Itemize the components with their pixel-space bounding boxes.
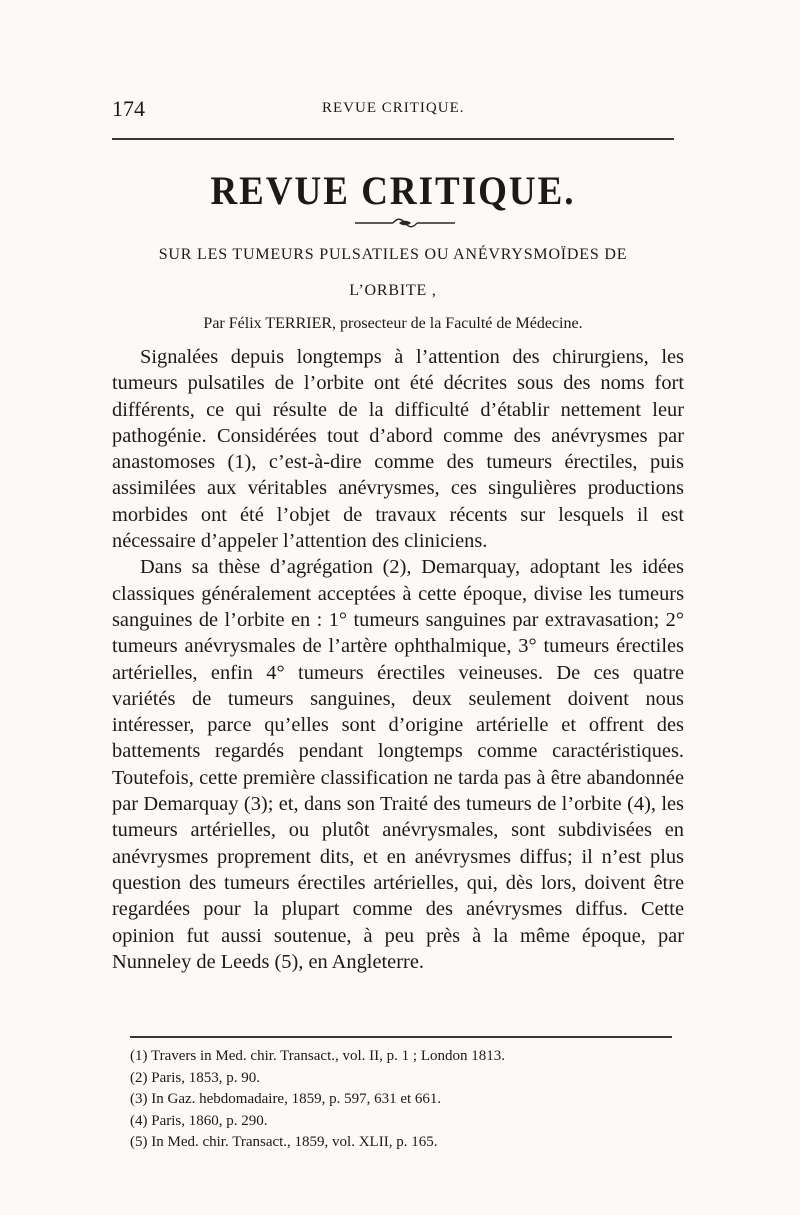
running-title: REVUE CRITIQUE. [322,100,465,116]
article-title-line-1: SUR LES TUMEURS PULSATILES OU ANÉVRYSMOÏDES DE [158,246,628,263]
footnote-2: (2) Paris, 1853, p. 90. [130,1069,260,1086]
header-rule [112,138,674,140]
page-number: 174 [112,96,145,121]
footnote-rule [130,1036,672,1038]
author-byline: Par Félix TERRIER, prosecteur de la Faculté de Médecine. [203,315,583,332]
section-headline: REVUE CRITIQUE. [210,169,576,214]
article-body [112,344,684,975]
footnote-5: (5) In Med. chir. Transact., 1859, vol. XLII, p. 165. [130,1134,438,1151]
paragraph-2: Dans sa thèse d’agrégation (2), Demarquay, adoptant les idées classiques généralement acceptées à cette époque, divise les tumeurs sanguines de l’orbite en : 1° tumeurs sanguines par extravasation; 2° tumeurs anévrysmales de l’artère ophthalmique, 3° tumeurs érectiles artérielles, enfin 4° tumeurs érectiles veineuses. De ces quatre variétés de tumeurs sanguines, deux seulement doivent nous intéresser, parce qu’elles sont d’origine artérielle et offrent des battements regardés pendant longtemps comme caractéristiques. Toutefois, cette première classification ne tarda pas à être abandonnée par Demarquay (3); et, dans son Traité des tumeurs de l’orbite (4), les tumeurs artérielles, ou plutôt anévrysmales, sont subdivisées en anévrysmes proprement dits, et en anévrysmes diffus; il n’est plus question des tumeurs érectiles artérielles, qui, dès lors, doivent être regardées pour la plupart comme des anévrysmes diffus. Cette opinion fut aussi soutenue, à peu près à la même époque, par Nunneley de Leeds (5), en Angleterre. [112,556,684,973]
article-title-line-2: L’ORBITE , [349,282,437,299]
ornament-divider-icon [355,216,455,230]
running-head [112,96,672,124]
footnote-4: (4) Paris, 1860, p. 290. [130,1112,268,1129]
paragraph-1: Signalées depuis longtemps à l’attention des chirurgiens, les tumeurs pulsatiles de l’orbite ont été décrites sous des noms fort différents, ce qui résulte de la difficulté d’établir nettement leur pathogénie. Considérées tout d’abord comme des anévrysmes par anastomoses (1), c’est-à-dire comme des tumeurs érectiles, puis assimilées aux véritables anévrysmes, ces singulières productions morbides ont été l’objet de travaux récents sur lesquels il est nécessaire d’appeler l’attention des cliniciens. [112,346,684,553]
footnotes [130,1046,670,1154]
footnote-1: (1) Travers in Med. chir. Transact., vol. II, p. 1 ; London 1813. [130,1048,505,1064]
footnote-3: (3) In Gaz. hebdomadaire, 1859, p. 597, 631 et 661. [130,1091,442,1108]
